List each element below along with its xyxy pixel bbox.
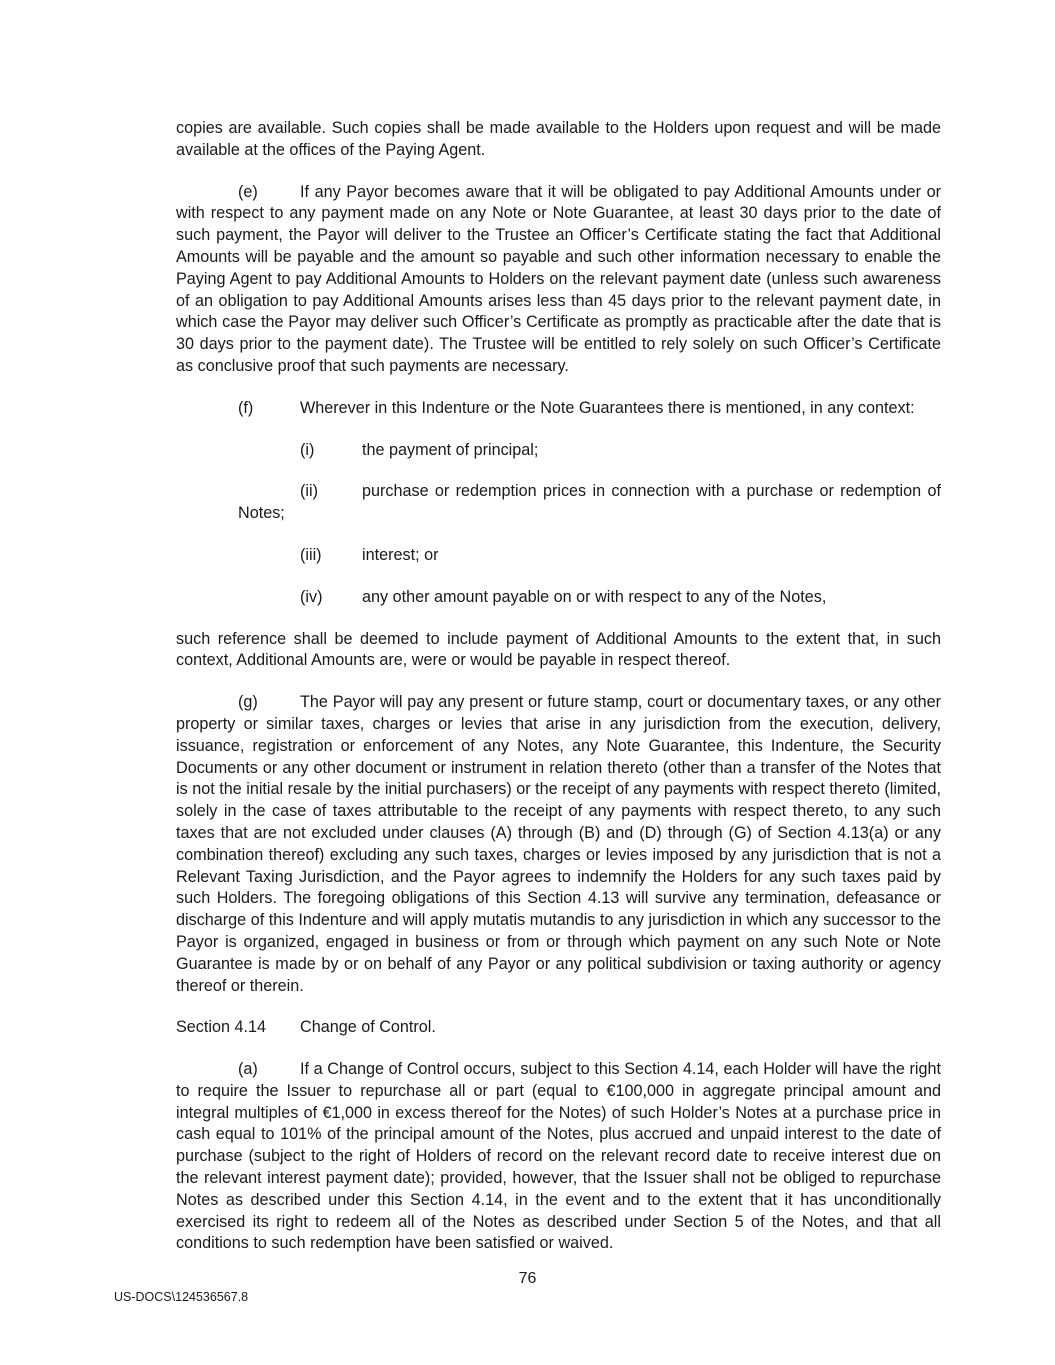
list-item-iv bbox=[176, 587, 941, 609]
paragraph-f-text: Wherever in this Indenture or the Note Guarantees there is mentioned, in any context: bbox=[300, 398, 915, 417]
section-paragraph-a-label: (a) bbox=[238, 1060, 258, 1079]
paragraph-e bbox=[176, 182, 941, 378]
paragraph-g-text: The Payor will pay any present or future stamp, court or documentary taxes, or any other property or similar taxes, charges or levies that arise in any jurisdiction from the execution, delivery, issuance, registration or enforcement of any Notes, any Note Guarantee, this Indenture, the Security Documents or any other document or instrument in relation thereto (other than a transfer of the Notes that is not the initial resale by the initial purchasers) or the receipt of any payments with respect thereto (limited, solely in the case of taxes attributable to the receipt of any payments with respect thereto, to any such taxes that are not excluded under clauses (A) through (B) and (D) through (G) of Section 4.13(a) or any combination thereof) excluding any such taxes, charges or levies imposed by any jurisdiction that is not a Relevant Taxing Jurisdiction, and the Payor agrees to indemnify the Holders for any such taxes paid by such Holders. The foregoing obligations of this Section 4.13 will survive any termination, defeasance or discharge of this Indenture and will apply mutatis mutandis to any jurisdiction in which any successor to the Payor is organized, engaged in business or from or through which payment on any such Note or Note Guarantee is made by or on behalf of any Payor or any political subdivision or taxing authority or agency thereof or therein. bbox=[176, 693, 941, 995]
paragraph-e-text: If any Payor becomes aware that it will be obligated to pay Additional Amounts under or with respect to any payment made on any Note or Note Guarantee, at least 30 days prior to the date of such payment, the Payor will deliver to the Trustee an Officer’s Certificate stating the fact that Additional Amounts will be payable and the amount so payable and such other information necessary to enable the Paying Agent to pay Additional Amounts to Holders on the relevant payment date (unless such awareness of an obligation to pay Additional Amounts arises less than 45 days prior to the relevant payment date, in which case the Payor may deliver such Officer’s Certificate as promptly as practicable after the date that is 30 days prior to the payment date). The Trustee will be entitled to rely solely on such Officer’s Certificate as conclusive proof that such payments are necessary. bbox=[176, 182, 941, 375]
list-item-iv-text: any other amount payable on or with respect to any of the Notes, bbox=[362, 587, 827, 606]
document-body bbox=[176, 118, 941, 1255]
section-paragraph-a bbox=[176, 1059, 941, 1255]
paragraph-f bbox=[176, 398, 941, 420]
paragraph-e-label: (e) bbox=[238, 182, 258, 201]
list-item-i-label: (i) bbox=[300, 440, 315, 459]
list-item-iv-label: (iv) bbox=[300, 587, 323, 606]
list-item-ii bbox=[176, 481, 941, 525]
paragraph-g-label: (g) bbox=[238, 693, 258, 712]
section-paragraph-a-text: If a Change of Control occurs, subject to this Section 4.14, each Holder will have the right to require the Issuer to repurchase all or part (equal to €100,000 in aggregate principal amount and integral multiples of €1,000 in excess thereof for the Notes) of such Holder’s Notes at a purchase price in cash equal to 101% of the principal amount of the Notes, plus accrued and unpaid interest to the date of purchase (subject to the right of Holders of record on the relevant record date to receive interest due on the relevant interest payment date); provided, however, that the Issuer shall not be obliged to repurchase Notes as described under this Section 4.14, in the event and to the extent that it has unconditionally exercised its right to redeem all of the Notes as described under Section 5 of the Notes, and that all conditions to such redemption have been satisfied or waived. bbox=[176, 1060, 941, 1253]
section-number: Section 4.14 bbox=[176, 1018, 266, 1037]
paragraph-f-label: (f) bbox=[238, 398, 254, 417]
list-item-ii-label: (ii) bbox=[300, 482, 318, 501]
list-item-iii bbox=[176, 545, 941, 567]
paragraph-f-closing: such reference shall be deemed to include payment of Additional Amounts to the extent that, in such context, Additional Amounts are, were or would be payable in respect thereof. bbox=[176, 629, 941, 670]
list-item-ii-text: purchase or redemption prices in connection with a purchase or redemption of Notes; bbox=[238, 482, 941, 523]
paragraph-continued: copies are available. Such copies shall be made available to the Holders upon request and will be made available at the offices of the Paying Agent. bbox=[176, 119, 941, 159]
list-item-i-text: the payment of principal; bbox=[362, 440, 539, 459]
list-item-i bbox=[176, 440, 941, 462]
section-heading bbox=[176, 1017, 941, 1039]
section-title: Change of Control. bbox=[300, 1018, 436, 1037]
document-id: US-DOCS\124536567.8 bbox=[114, 1290, 249, 1304]
list-item-iii-text: interest; or bbox=[362, 545, 439, 564]
list-item-iii-label: (iii) bbox=[300, 545, 322, 564]
paragraph-g bbox=[176, 692, 941, 997]
page-number: 76 bbox=[518, 1270, 537, 1287]
